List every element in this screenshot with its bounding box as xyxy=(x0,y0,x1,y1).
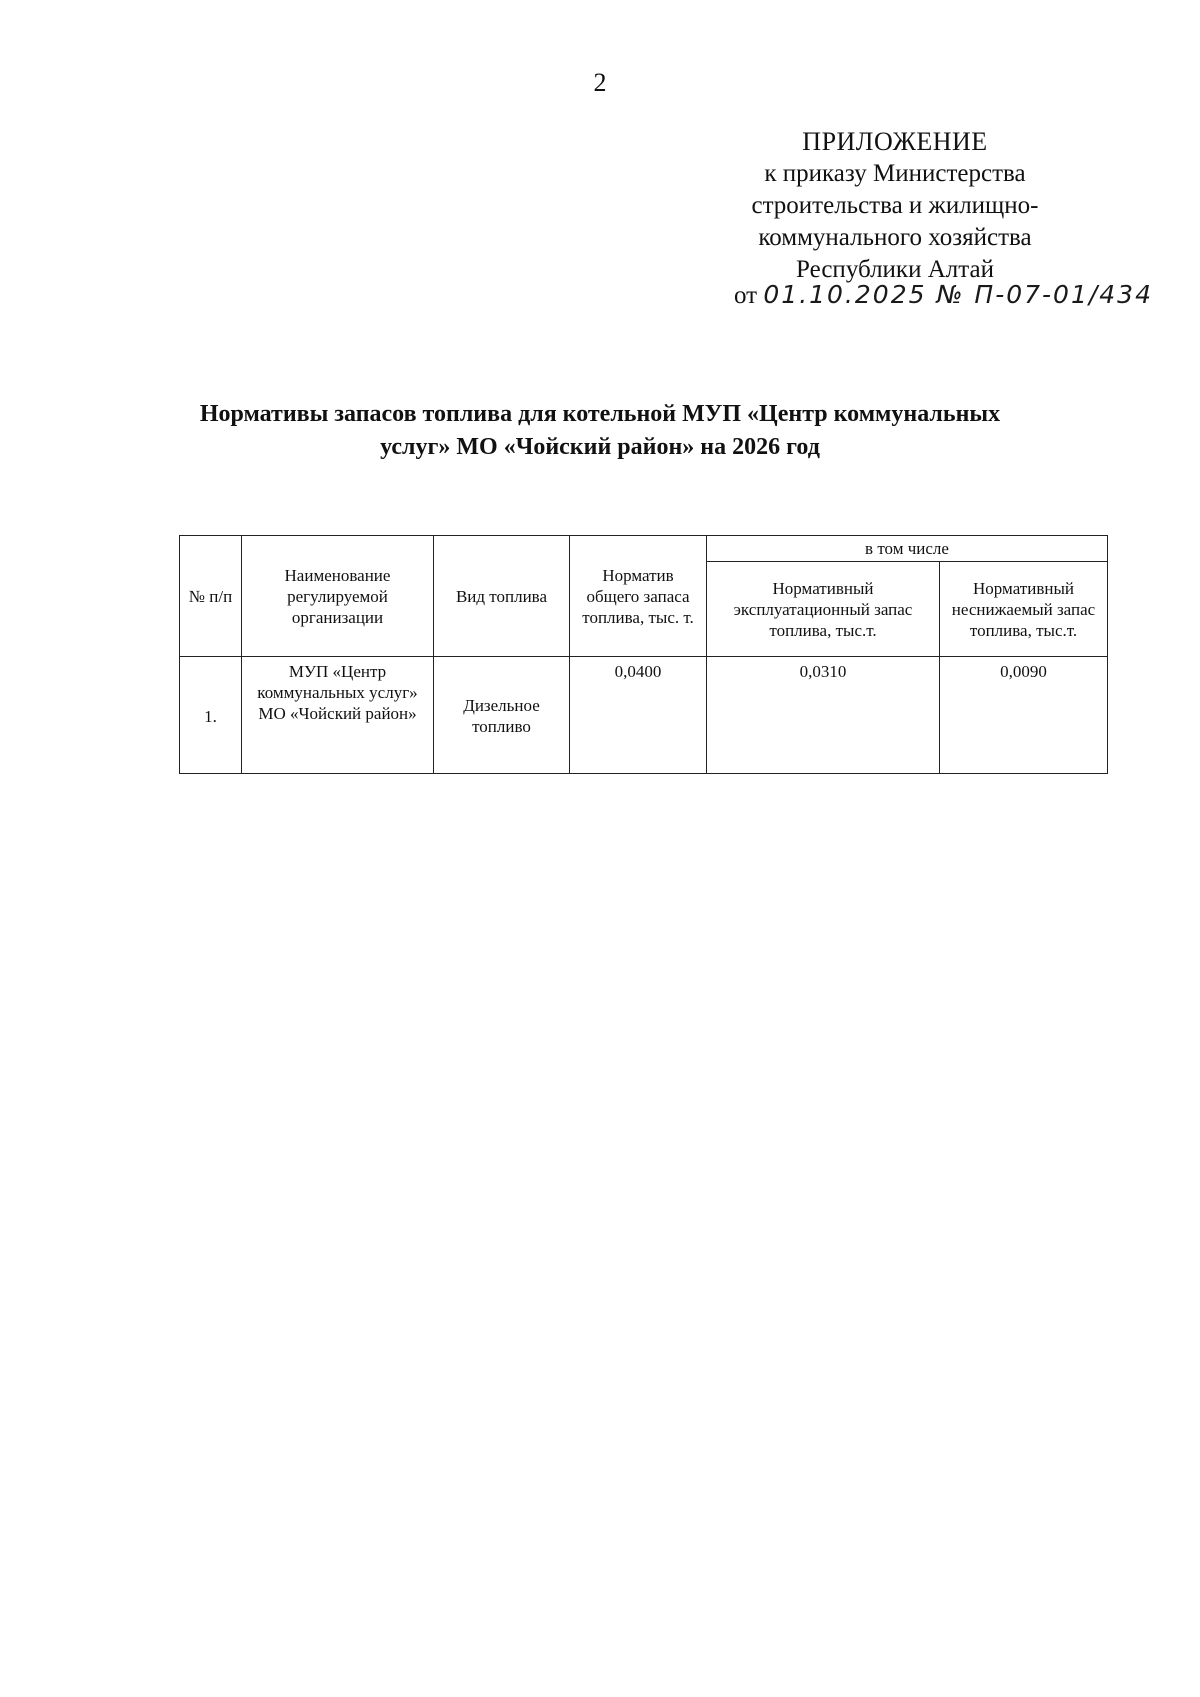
cell-fuel-type: Дизельное топливо xyxy=(434,657,570,774)
appendix-line: к приказу Министерства xyxy=(764,160,1026,187)
header-organization: Наименование регулируемой организации xyxy=(242,536,434,657)
header-operational-reserve: Нормативный эксплуатационный запас топлива, тыс.т. xyxy=(707,562,940,657)
header-total-norm: Норматив общего запаса топлива, тыс. т. xyxy=(570,536,707,657)
table-row xyxy=(180,657,1108,774)
appendix-line: коммунального хозяйства xyxy=(758,224,1032,251)
title-line: услуг» МО «Чойский район» на 2026 год xyxy=(380,434,820,460)
order-date-line xyxy=(734,280,1153,310)
document-title xyxy=(150,398,1050,464)
cell-operational-reserve: 0,0310 xyxy=(707,657,940,774)
date-prefix: от xyxy=(734,282,758,309)
cell-minimum-reserve: 0,0090 xyxy=(940,657,1108,774)
cell-num: 1. xyxy=(180,657,242,774)
header-fuel-type: Вид топлива xyxy=(434,536,570,657)
handwritten-date-number: 01.10.2025 № П-07-01/434 xyxy=(763,280,1153,309)
header-num: № п/п xyxy=(180,536,242,657)
appendix-line: строительства и жилищно- xyxy=(751,192,1039,219)
header-minimum-reserve: Нормативный неснижаемый запас топлива, тыс.т. xyxy=(940,562,1108,657)
cell-total-norm: 0,0400 xyxy=(570,657,707,774)
page-number: 2 xyxy=(593,68,607,97)
header-including: в том числе xyxy=(707,536,1108,562)
title-line: Нормативы запасов топлива для котельной МУП «Центр коммунальных xyxy=(199,401,1001,427)
fuel-norms-table xyxy=(179,535,1108,774)
appendix-line: Республики Алтай xyxy=(796,256,994,283)
appendix-block xyxy=(700,126,1090,286)
appendix-heading: ПРИЛОЖЕНИЕ xyxy=(802,127,988,156)
cell-organization: МУП «Центр коммунальных услуг» МО «Чойский район» xyxy=(242,657,434,774)
